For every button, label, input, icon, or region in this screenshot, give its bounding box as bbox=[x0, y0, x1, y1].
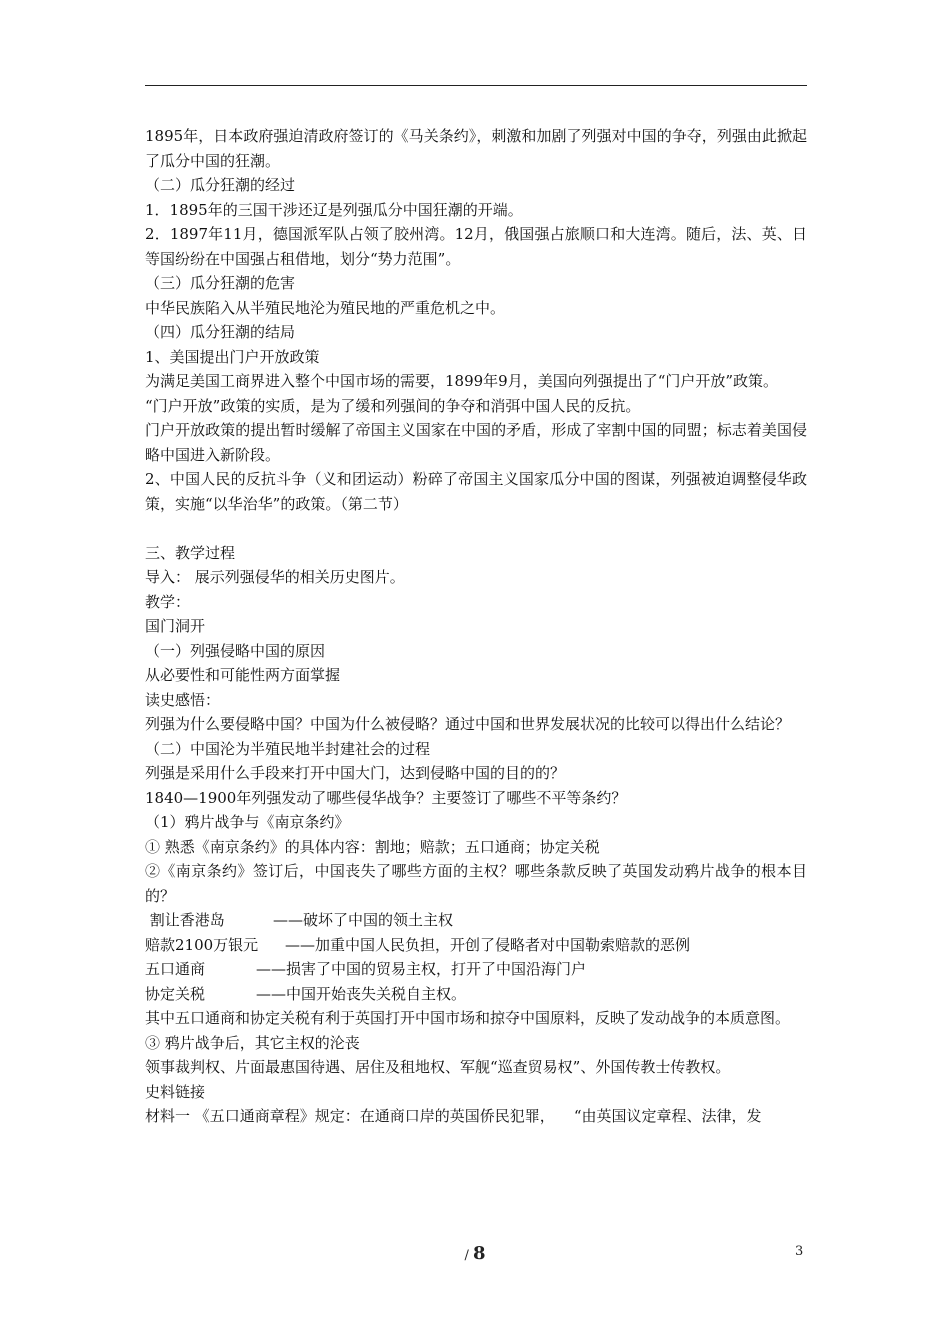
treaty-effect: ——损害了中国的贸易主权，打开了中国沿海门户 bbox=[256, 960, 587, 978]
section-heading: （四）瓜分狂潮的结局 bbox=[145, 323, 296, 341]
subheading: 1、美国提出门户开放政策 bbox=[145, 347, 320, 366]
section-heading: （一）列强侵略中国的原因 bbox=[145, 641, 326, 660]
section-heading: （二）瓜分狂潮的经过 bbox=[145, 176, 296, 194]
paragraph: 领事裁判权、片面最惠国待遇、居住及租地权、军舰“巡查贸易权”、外国传教士传教权。 bbox=[145, 1058, 731, 1076]
treaty-term-row bbox=[145, 957, 807, 982]
total-pages: 8 bbox=[472, 1243, 486, 1264]
paragraph: 教学： bbox=[145, 592, 191, 611]
paragraph: 2．1897年11月，德国派军队占领了胶州湾。12月，俄国强占旅顺口和大连湾。随后，法、英、日等国纷纷在中国强占租借地，划分“势力范围”。 bbox=[145, 225, 807, 268]
treaty-term-row bbox=[145, 982, 807, 1007]
subheading: （1）鸦片战争与《南京条约》 bbox=[145, 813, 350, 831]
section-heading: （二）中国沦为半殖民地半封建社会的过程 bbox=[145, 739, 431, 758]
page-separator: / bbox=[464, 1248, 473, 1263]
treaty-effect: ——破坏了中国的领土主权 bbox=[273, 911, 454, 929]
paragraph: 2、中国人民的反抗斗争（义和团运动）粉碎了帝国主义国家瓜分中国的图谋，列强被迫调整侵华政策，实施“以华治华”的政策。（第二节） bbox=[145, 470, 807, 513]
paragraph: 列强是采用什么手段来打开中国大门，达到侵略中国的目的的？ bbox=[145, 764, 566, 782]
subheading: 国门洞开 bbox=[145, 617, 206, 635]
page-number: 3 bbox=[795, 1244, 804, 1259]
paragraph: 读史感悟： bbox=[145, 690, 221, 709]
treaty-term-row bbox=[145, 933, 807, 958]
paragraph: 其中五口通商和协定关税有利于英国打开中国市场和掠夺中国原料，反映了发动战争的本质意图。 bbox=[145, 1009, 791, 1027]
header-rule bbox=[145, 85, 807, 86]
treaty-term-row bbox=[145, 908, 807, 933]
page-count bbox=[0, 1243, 950, 1264]
paragraph: 材料一 《五口通商章程》规定：在通商口岸的英国侨民犯罪， “由英国议定章程、法律，发 bbox=[145, 1107, 762, 1125]
paragraph: 列强为什么要侵略中国？中国为什么被侵略？通过中国和世界发展状况的比较可以得出什么结论？ bbox=[145, 715, 791, 733]
paragraph: 门户开放政策的提出暂时缓解了帝国主义国家在中国的矛盾，形成了宰割中国的同盟；标志着美国侵略中国进入新阶段。 bbox=[145, 421, 807, 464]
section-heading: 三、教学过程 bbox=[145, 543, 236, 562]
paragraph: 为满足美国工商界进入整个中国市场的需要，1899年9月，美国向列强提出了“门户开放”政策。 bbox=[145, 372, 779, 390]
treaty-term: 协定关税 bbox=[145, 984, 206, 1003]
paragraph: 从必要性和可能性两方面掌握 bbox=[145, 666, 341, 684]
treaty-term: 五口通商 bbox=[145, 960, 206, 978]
paragraph: 1840—1900年列强发动了哪些侵华战争？主要签订了哪些不平等条约？ bbox=[145, 788, 627, 807]
subheading: ③ 鸦片战争后，其它主权的沦丧 bbox=[145, 1033, 360, 1052]
treaty-effect: ——加重中国人民负担，开创了侵略者对中国勒索赔款的恶例 bbox=[285, 935, 691, 954]
paragraph: 1．1895年的三国干涉还辽是列强瓜分中国狂潮的开端。 bbox=[145, 200, 523, 219]
paragraph: ① 熟悉《南京条约》的具体内容：割地；赔款；五口通商；协定关税 bbox=[145, 837, 600, 856]
paragraph: 1895年，日本政府强迫清政府签订的《马关条约》，刺激和加剧了列强对中国的争夺，列强由此掀起了瓜分中国的狂潮。 bbox=[145, 127, 807, 170]
treaty-effect: ——中国开始丧失关税自主权。 bbox=[256, 984, 467, 1003]
treaty-term: 割让香港岛 bbox=[145, 911, 225, 929]
document-body bbox=[145, 124, 807, 1129]
subheading: 史料链接 bbox=[145, 1082, 206, 1101]
blank-line bbox=[145, 516, 807, 541]
section-heading: （三）瓜分狂潮的危害 bbox=[145, 274, 296, 292]
treaty-term: 赔款2100万银元 bbox=[145, 935, 259, 954]
paragraph: 导入： 展示列强侵华的相关历史图片。 bbox=[145, 568, 405, 586]
paragraph: “门户开放”政策的实质，是为了缓和列强间的争夺和消弭中国人民的反抗。 bbox=[145, 396, 641, 415]
paragraph: ②《南京条约》签订后，中国丧失了哪些方面的主权？哪些条款反映了英国发动鸦片战争的根本目的？ bbox=[145, 862, 807, 905]
paragraph: 中华民族陷入从半殖民地沦为殖民地的严重危机之中。 bbox=[145, 298, 506, 317]
